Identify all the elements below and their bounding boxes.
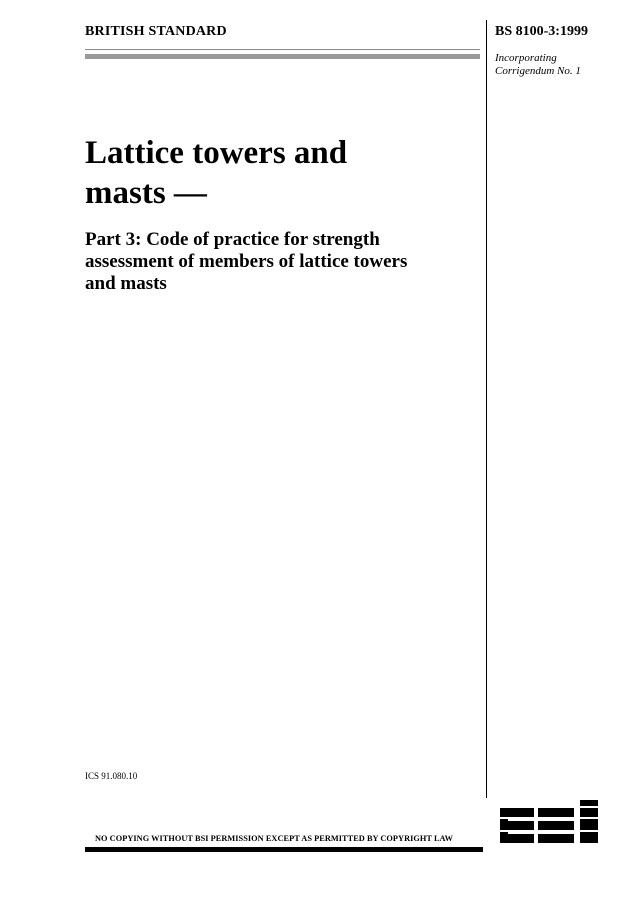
standard-number: BS 8100-3:1999 xyxy=(495,24,588,39)
document-subtitle-line-1: Part 3: Code of practice for strength xyxy=(85,229,380,250)
document-title xyxy=(85,133,475,213)
header-rule-thin xyxy=(85,49,480,50)
corrigendum-line-1: Incorporating xyxy=(495,52,557,64)
header-rule-thick xyxy=(85,54,480,59)
corrigendum-note xyxy=(495,52,625,78)
document-subtitle-line-2: assessment of members of lattice towers xyxy=(85,251,408,272)
brand-label: BRITISH STANDARD xyxy=(85,24,227,39)
copyright-notice: NO COPYING WITHOUT BSI PERMISSION EXCEPT AS PERMITTED BY COPYRIGHT LAW xyxy=(95,834,454,843)
ics-code: ICS 91.080.10 xyxy=(85,771,138,781)
document-subtitle xyxy=(85,229,480,295)
document-title-line-1: Lattice towers and xyxy=(85,135,348,171)
document-title-line-2: masts — xyxy=(85,175,207,211)
corrigendum-line-2: Corrigendum No. 1 xyxy=(495,65,581,77)
bsi-logo xyxy=(500,800,612,850)
margin-divider xyxy=(486,20,487,798)
document-subtitle-line-3: and masts xyxy=(85,273,167,294)
footer-rule xyxy=(85,847,483,852)
